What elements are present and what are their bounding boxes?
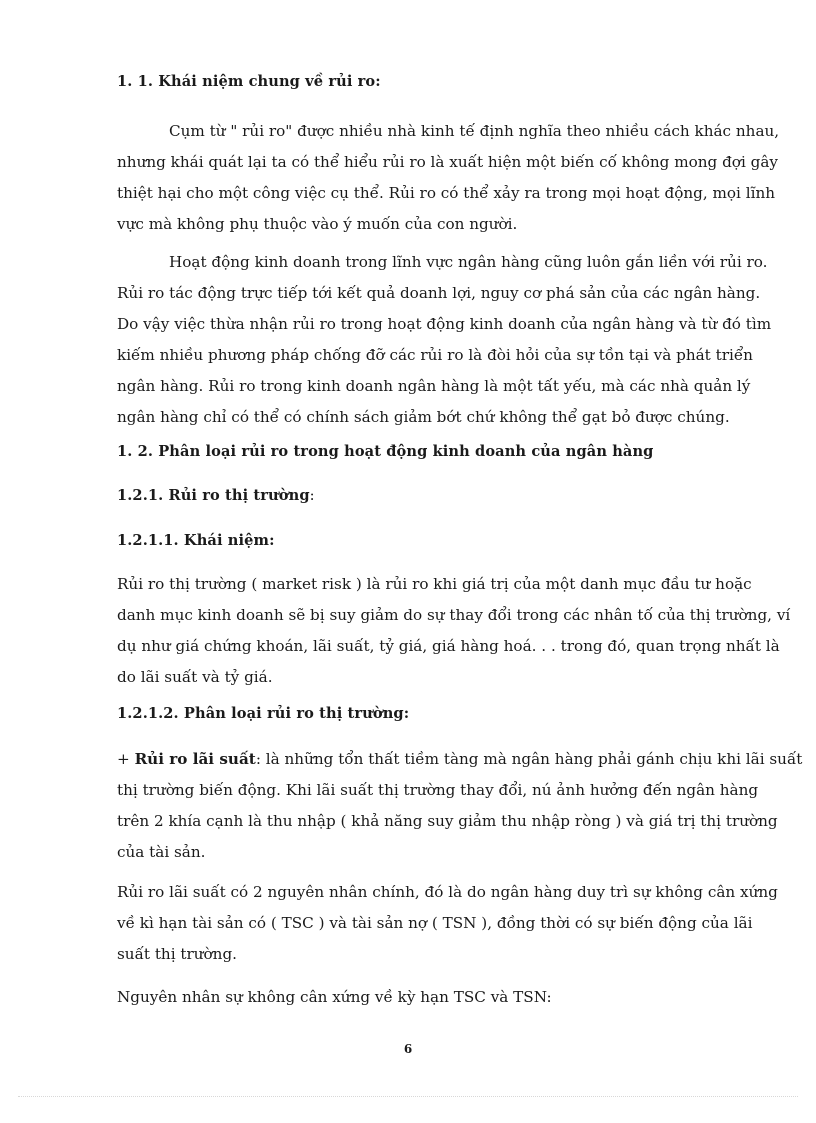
text-line: của tài sản.: [117, 843, 206, 861]
text-line: ngân hàng chỉ có thể có chính sách giảm bớt chứ không thể gạt bỏ được chúng.: [117, 408, 730, 426]
text-line: trên 2 khía cạnh là thu nhập ( khả năng suy giảm thu nhập ròng ) và giá trị thị trường: [117, 812, 778, 830]
heading-1-2-1-1: 1.2.1.1. Khái niệm:: [117, 532, 275, 549]
heading-1-2-1-colon: :: [309, 487, 315, 504]
page-bottom-border: [18, 1096, 798, 1097]
text-line: thị trường biến động. Khi lãi suất thị trường thay đổi, nú ảnh hưởng đến ngân hàng: [117, 781, 759, 799]
text-line: Cụm từ " rủi ro" được nhiều nhà kinh tế định nghĩa theo nhiều cách khác nhau,: [169, 122, 780, 140]
paragraph-banking-risk: [117, 247, 772, 433]
heading-1-2-1: [117, 487, 315, 504]
paragraph-interest-rate-risk: [117, 744, 803, 868]
interest-rate-risk-term: Rủi ro lãi suất: [134, 750, 256, 768]
text-line: dụ như giá chứng khoán, lãi suất, tỷ giá, giá hàng hoá. . . trong đó, quan trọng nhất là: [117, 637, 780, 655]
interest-rate-risk-text: : là những tổn thất tiềm tàng mà ngân hàng phải gánh chịu khi lãi suất: [255, 750, 803, 768]
heading-1-2-1-label: 1.2.1. Rủi ro thị trường: [117, 487, 310, 504]
text-line: Do vậy việc thừa nhận rủi ro trong hoạt động kinh doanh của ngân hàng và từ đó tìm: [117, 315, 772, 333]
text-line: nhưng khái quát lại ta có thể hiểu rủi ro là xuất hiện một biến cố không mong đợi gây: [117, 153, 778, 171]
text-line: danh mục kinh doanh sẽ bị suy giảm do sự thay đổi trong các nhân tố của thị trường, ví: [117, 606, 791, 624]
text-line: Nguyên nhân sự không cân xứng về kỳ hạn TSC và TSN:: [117, 988, 552, 1006]
text-line: Hoạt động kinh doanh trong lĩnh vực ngân hàng cũng luôn gắn liền với rủi ro.: [169, 253, 768, 271]
heading-1-2: 1. 2. Phân loại rủi ro trong hoạt động kinh doanh của ngân hàng: [117, 443, 654, 460]
text-line: thiệt hại cho một công việc cụ thể. Rủi ro có thể xảy ra trong mọi hoạt động, mọi lĩnh: [117, 184, 776, 202]
text-line: do lãi suất và tỷ giá.: [117, 668, 273, 686]
text-line: Rủi ro thị trường ( market risk ) là rủi ro khi giá trị của một danh mục đầu tư hoặc: [117, 575, 752, 593]
paragraph-interest-rate-causes: [117, 877, 778, 970]
paragraph-mismatch-causes: [117, 982, 747, 1013]
text-line: về kì hạn tài sản có ( TSC ) và tài sản nợ ( TSN ), đồng thời có sự biến động của lãi: [117, 914, 753, 932]
paragraph-market-risk-definition: [117, 569, 791, 693]
text-line: Rủi ro tác động trực tiếp tới kết quả doanh lợi, nguy cơ phá sản của các ngân hàng.: [117, 284, 761, 302]
text-line: vực mà không phụ thuộc vào ý muốn của con người.: [117, 215, 518, 233]
heading-1-2-1-2: 1.2.1.2. Phân loại rủi ro thị trường:: [117, 705, 410, 722]
paragraph-risk-definition: [117, 116, 780, 240]
text-line: [117, 744, 803, 775]
page-number: 6: [403, 1042, 413, 1056]
text-line: ngân hàng. Rủi ro trong kinh doanh ngân hàng là một tất yếu, mà các nhà quản lý: [117, 377, 751, 395]
text-line: suất thị trường.: [117, 945, 238, 963]
text-line: Rủi ro lãi suất có 2 nguyên nhân chính, đó là do ngân hàng duy trì sự không cân xứng: [117, 883, 778, 901]
text-line: kiếm nhiều phương pháp chống đỡ các rủi ro là đòi hỏi của sự tồn tại và phát triển: [117, 346, 753, 364]
bullet-prefix: +: [117, 750, 135, 768]
heading-1-1: 1. 1. Khái niệm chung về rủi ro:: [117, 73, 381, 90]
